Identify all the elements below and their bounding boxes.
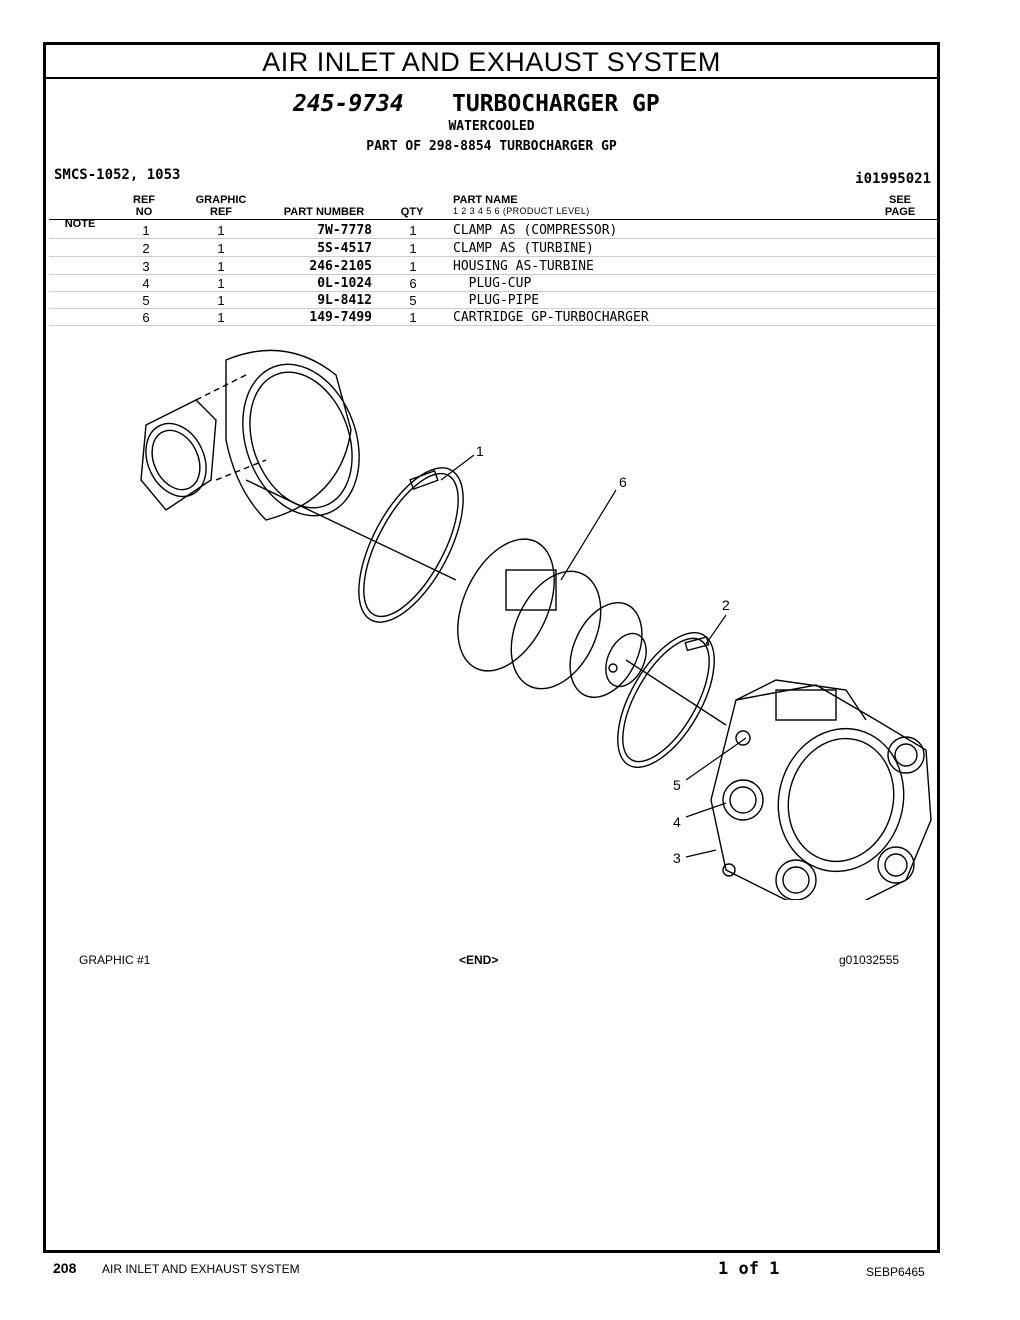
part-name: CLAMP AS (COMPRESSOR): [453, 223, 618, 238]
qty: 1: [409, 259, 417, 274]
compressor-clamp: [246, 452, 484, 638]
table-row: [49, 221, 937, 239]
part-number: 5S-4517: [317, 241, 372, 256]
part-number: 246-2105: [309, 259, 372, 274]
footer-section: AIR INLET AND EXHAUST SYSTEM: [102, 1262, 300, 1276]
table-row: [49, 257, 937, 275]
graphic-ref: 1: [217, 241, 225, 256]
col-graphic-ref: GRAPHIC REF: [195, 194, 247, 218]
graphic-ref: 1: [217, 310, 225, 325]
part-name: PLUG-PIPE: [453, 293, 540, 308]
qty: 5: [409, 293, 417, 308]
col-see-page: SEE PAGE: [884, 194, 916, 218]
ref-no: 6: [142, 310, 150, 325]
graphic-ref: 1: [217, 276, 225, 291]
qty: 1: [409, 223, 417, 238]
ref-no: 4: [142, 276, 150, 291]
part-number: 0L-1024: [317, 276, 372, 291]
page-of: 1 of 1: [718, 1259, 780, 1279]
callout-4: 4: [673, 814, 681, 830]
group-name: TURBOCHARGER GP: [452, 91, 660, 117]
page-frame: [43, 42, 940, 1253]
turbo-cartridge: [438, 524, 656, 709]
turbine-housing: [711, 680, 931, 900]
table-row: [49, 291, 937, 309]
turbine-clamp: [598, 618, 734, 783]
ref-no: 5: [142, 293, 150, 308]
table-row: [49, 274, 937, 292]
col-note: NOTE: [64, 218, 96, 230]
qty: 1: [409, 310, 417, 325]
table-row: [49, 239, 937, 257]
callout-5: 5: [673, 777, 681, 793]
part-number: 7W-7778: [317, 223, 372, 238]
qty: 1: [409, 241, 417, 256]
col-part-name: PART NAME: [453, 194, 518, 206]
part-name: HOUSING AS-TURBINE: [453, 259, 594, 274]
ref-no: 3: [142, 259, 150, 274]
header-rule: [49, 219, 937, 220]
page-number: 208: [53, 1260, 77, 1276]
col-part-number: PART NUMBER: [283, 206, 365, 218]
doc-id: SEBP6465: [866, 1265, 925, 1279]
callout-6: 6: [619, 474, 627, 490]
callout-1: 1: [476, 443, 484, 459]
part-number: 9L-8412: [317, 293, 372, 308]
product-levels: 1 2 3 4 5 6 (PRODUCT LEVEL): [453, 206, 590, 216]
end-marker: <END>: [459, 953, 499, 967]
section-title: AIR INLET AND EXHAUST SYSTEM: [46, 45, 937, 79]
part-name: CARTRIDGE GP-TURBOCHARGER: [453, 310, 649, 325]
graphic-id: g01032555: [839, 953, 900, 967]
compressor-housing: [135, 348, 380, 532]
subtitle-part-of: PART OF 298-8854 TURBOCHARGER GP: [366, 139, 617, 154]
exploded-view-diagram: [86, 340, 936, 900]
graphic-ref: 1: [217, 223, 225, 238]
callout-3: 3: [673, 850, 681, 866]
qty: 6: [409, 276, 417, 291]
illustration-id: i01995021: [855, 171, 931, 187]
part-name: CLAMP AS (TURBINE): [453, 241, 594, 256]
graphic-label: GRAPHIC #1: [79, 953, 151, 967]
callout-2: 2: [722, 597, 730, 613]
ref-no: 1: [142, 223, 150, 238]
part-name: PLUG-CUP: [453, 276, 532, 291]
ref-no: 2: [142, 241, 150, 256]
leader-lines: [441, 455, 746, 857]
group-number: 245-9734: [293, 91, 404, 117]
smcs-code: SMCS-1052, 1053: [54, 167, 181, 183]
subtitle-watercooled: WATERCOOLED: [448, 119, 535, 134]
part-number: 149-7499: [309, 310, 372, 325]
col-qty: QTY: [400, 206, 424, 218]
table-row: [49, 308, 937, 326]
graphic-ref: 1: [217, 293, 225, 308]
col-ref-no: REF NO: [133, 194, 155, 218]
graphic-ref: 1: [217, 259, 225, 274]
